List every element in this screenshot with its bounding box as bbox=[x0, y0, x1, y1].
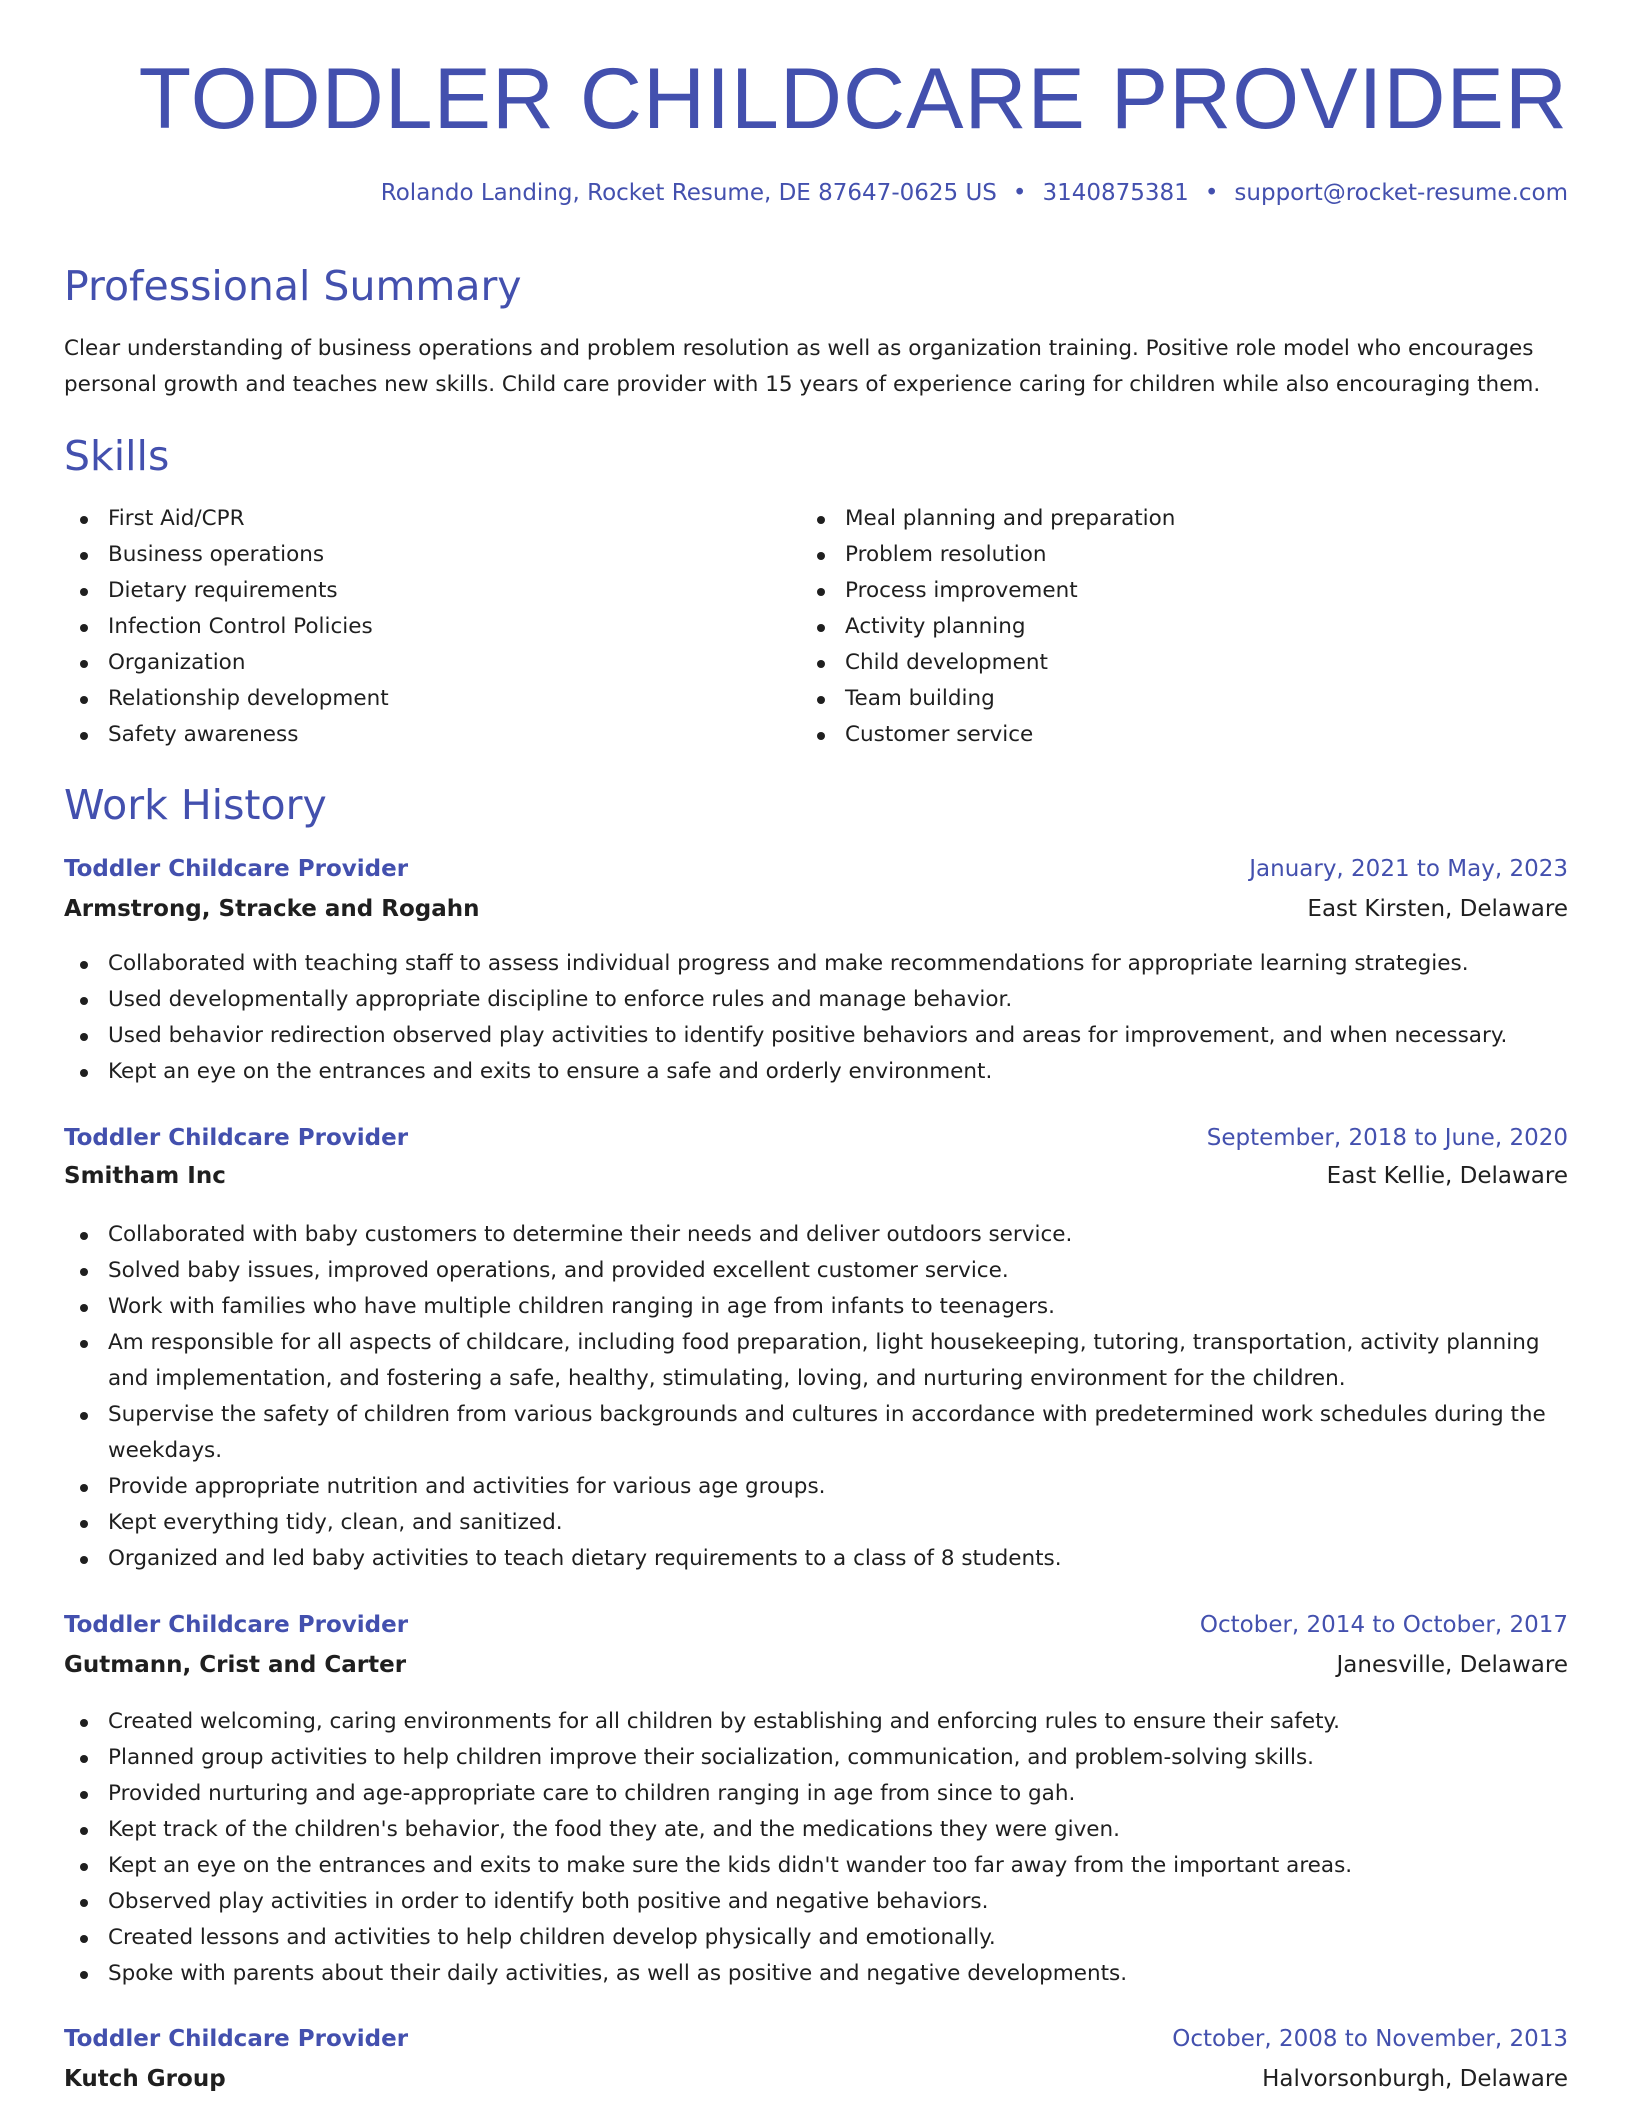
job-bullet: Used developmentally appropriate discipline to enforce rules and manage behavior. bbox=[64, 982, 1568, 1018]
job-bullet: Kept an eye on the entrances and exits to ensure a safe and orderly environment. bbox=[64, 1054, 1568, 1090]
job-location: Janesville, Delaware bbox=[1336, 1652, 1568, 1678]
skill-item: First Aid/CPR bbox=[64, 501, 764, 537]
work-history-heading: Work History bbox=[64, 781, 327, 829]
job-bullet: Provided nurturing and age-appropriate care to children ranging in age from since to gah. bbox=[64, 1776, 1568, 1812]
skill-item: Business operations bbox=[64, 537, 764, 573]
contact-phone: 3140875381 bbox=[1042, 180, 1189, 206]
skill-item: Child development bbox=[801, 645, 1501, 681]
skills-heading: Skills bbox=[64, 432, 170, 480]
summary-text: Clear understanding of business operations and problem resolution as well as organization training. Positive role model who encourages personal growth and teaches new skills. Child care provider with 15 years of experience caring for children while also encouraging them. bbox=[64, 336, 1541, 397]
contact-separator: • bbox=[1012, 180, 1027, 206]
job-bullet: Observed play activities in order to identify both positive and negative behaviors. bbox=[64, 1884, 1568, 1920]
job-bullets bbox=[64, 1704, 1568, 1992]
job-dates: October, 2014 to October, 2017 bbox=[1199, 1612, 1568, 1638]
job-bullet: Am responsible for all aspects of childcare, including food preparation, light housekeeping, tutoring, transportation, activity planning and implementation, and fostering a safe, healthy, stimulating, loving, and nurturing environment for the children. bbox=[64, 1325, 1568, 1397]
job-company: Kutch Group bbox=[64, 2066, 226, 2092]
skill-item: Activity planning bbox=[801, 609, 1501, 645]
job-location: East Kellie, Delaware bbox=[1326, 1163, 1568, 1189]
skill-item: Customer service bbox=[801, 717, 1501, 753]
job-bullet: Kept track of the children's behavior, the food they ate, and the medications they were given. bbox=[64, 1812, 1568, 1848]
skill-item: Problem resolution bbox=[801, 537, 1501, 573]
job-bullet: Created lessons and activities to help children develop physically and emotionally. bbox=[64, 1920, 1568, 1956]
skills-list-left bbox=[64, 501, 764, 753]
job-bullet: Provide appropriate nutrition and activities for various age groups. bbox=[64, 1469, 1568, 1505]
skill-item: Infection Control Policies bbox=[64, 609, 764, 645]
job-bullet: Kept everything tidy, clean, and sanitized. bbox=[64, 1505, 1568, 1541]
contact-separator: • bbox=[1204, 180, 1219, 206]
contact-email: support@rocket-resume.com bbox=[1234, 180, 1568, 206]
job-company: Smitham Inc bbox=[64, 1163, 226, 1189]
job-company: Gutmann, Crist and Carter bbox=[64, 1652, 407, 1678]
job-bullets bbox=[64, 946, 1568, 1090]
job-bullet: Used behavior redirection observed play activities to identify positive behaviors and areas for improvement, and when necessary. bbox=[64, 1018, 1568, 1054]
job-header bbox=[64, 856, 1568, 922]
skill-item: Team building bbox=[801, 681, 1501, 717]
job-role: Toddler Childcare Provider bbox=[64, 1125, 409, 1151]
summary-heading: Professional Summary bbox=[64, 262, 522, 310]
job-header bbox=[64, 1125, 1568, 1189]
job-bullet: Supervise the safety of children from various backgrounds and cultures in accordance with predetermined work schedules during the weekdays. bbox=[64, 1397, 1568, 1469]
job-bullet: Spoke with parents about their daily activities, as well as positive and negative developments. bbox=[64, 1956, 1568, 1992]
job-bullet: Solved baby issues, improved operations, and provided excellent customer service. bbox=[64, 1253, 1568, 1289]
job-role: Toddler Childcare Provider bbox=[64, 2026, 409, 2052]
job-dates: October, 2008 to November, 2013 bbox=[1172, 2026, 1568, 2052]
job-role: Toddler Childcare Provider bbox=[64, 1612, 409, 1638]
job-bullet: Work with families who have multiple children ranging in age from infants to teenagers. bbox=[64, 1289, 1568, 1325]
contact-address: Rolando Landing, Rocket Resume, DE 87647-0625 US bbox=[380, 180, 997, 206]
job-role: Toddler Childcare Provider bbox=[64, 856, 409, 882]
job-bullet: Collaborated with baby customers to determine their needs and deliver outdoors service. bbox=[64, 1217, 1568, 1253]
job-header bbox=[64, 2026, 1568, 2092]
job-bullet: Organized and led baby activities to teach dietary requirements to a class of 8 students. bbox=[64, 1541, 1568, 1577]
job-location: East Kirsten, Delaware bbox=[1307, 896, 1568, 922]
skill-item: Meal planning and preparation bbox=[801, 501, 1501, 537]
contact-line bbox=[381, 180, 1568, 206]
job-bullet: Collaborated with teaching staff to assess individual progress and make recommendations for appropriate learning strategies. bbox=[64, 946, 1568, 982]
job-bullet: Planned group activities to help children improve their socialization, communication, and problem-solving skills. bbox=[64, 1740, 1568, 1776]
skill-item: Process improvement bbox=[801, 573, 1501, 609]
job-bullet: Kept an eye on the entrances and exits to make sure the kids didn't wander too far away from the important areas. bbox=[64, 1848, 1568, 1884]
job-location: Halvorsonburgh, Delaware bbox=[1262, 2066, 1568, 2092]
skill-item: Relationship development bbox=[64, 681, 764, 717]
job-bullet: Created welcoming, caring environments for all children by establishing and enforcing rules to ensure their safety. bbox=[64, 1704, 1568, 1740]
skill-item: Dietary requirements bbox=[64, 573, 764, 609]
job-company: Armstrong, Stracke and Rogahn bbox=[64, 896, 480, 922]
job-dates: September, 2018 to June, 2020 bbox=[1206, 1125, 1568, 1151]
resume-title: TODDLER CHILDCARE PROVIDER bbox=[138, 51, 1568, 147]
skill-item: Organization bbox=[64, 645, 764, 681]
job-header bbox=[64, 1612, 1568, 1678]
job-dates: January, 2021 to May, 2023 bbox=[1249, 856, 1568, 882]
skills-list-right bbox=[801, 501, 1501, 753]
job-bullets bbox=[64, 1217, 1568, 1577]
skill-item: Safety awareness bbox=[64, 717, 764, 753]
